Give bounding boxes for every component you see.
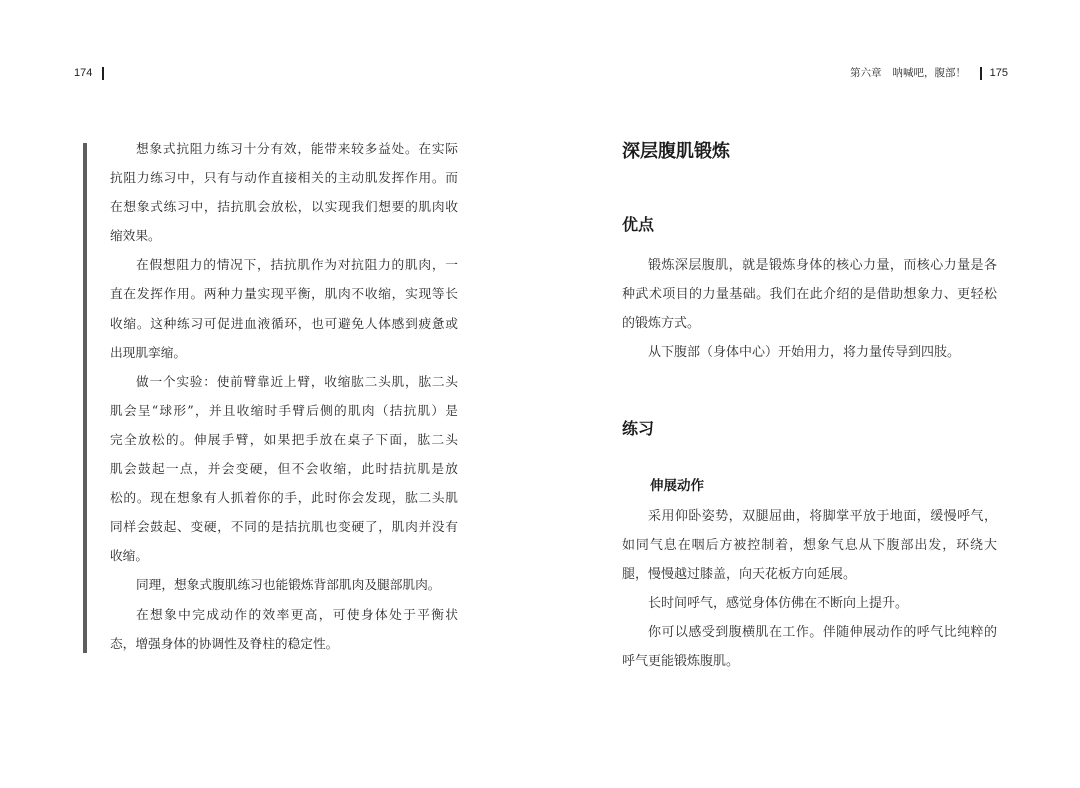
- paragraph: [110, 570, 458, 599]
- section-heading-practice: 练习: [622, 419, 655, 438]
- paragraph: [622, 338, 997, 367]
- paragraph-line: 的锻炼方式。: [622, 315, 701, 331]
- paragraph-line: 松的。现在想象有人抓着你的手，此时你会发现，肱二头肌: [110, 490, 458, 506]
- paragraph-line: 从下腹部（身体中心）开始用力，将力量传导到四肢。: [648, 344, 961, 360]
- paragraph-line: 长时间呼气，感觉身体仿佛在不断向上提升。: [648, 595, 909, 611]
- paragraph-line: 采用仰卧姿势，双腿屈曲，将脚掌平放于地面，缓慢呼气，: [648, 508, 997, 524]
- left-page-header: [74, 65, 104, 81]
- paragraph-line: 完全放松的。伸展手臂，如果把手放在桌子下面，肱二头: [110, 431, 458, 447]
- paragraph: [622, 618, 997, 676]
- paragraph-line: 在想象中完成动作的效率更高，可使身体处于平衡状: [136, 606, 458, 622]
- paragraph-line: 肌会鼓起一点，并会变硬，但不会收缩，此时拮抗肌是放: [110, 461, 458, 477]
- paragraph-line: 做一个实验：使前臂靠近上臂，收缩肱二头肌，肱二头: [136, 373, 458, 389]
- paragraph-line: 你可以感受到腹横肌在工作。伴随伸展动作的呼气比纯粹的: [648, 624, 997, 640]
- paragraph: [622, 502, 997, 589]
- paragraph-line: 收缩。这种练习可促进血液循环，也可避免人体感到疲惫或: [110, 315, 458, 331]
- paragraph-line: 同理，想象式腹肌练习也能锻炼背部肌肉及腿部肌肉。: [136, 577, 441, 593]
- paragraph: [622, 251, 997, 338]
- paragraph-line: 抗阻力练习中，只有与动作直接相关的主动肌发挥作用。而: [110, 170, 458, 186]
- paragraph: [110, 250, 458, 366]
- paragraph-line: 同样会鼓起、变硬，不同的是拮抗肌也变硬了，肌肉并没有: [110, 519, 458, 535]
- paragraph: [622, 589, 997, 618]
- chapter-title: 呐喊吧，腹部！: [892, 67, 967, 79]
- paragraph: [110, 600, 458, 658]
- paragraph-line: 直在发挥作用。两种力量实现平衡，肌肉不收缩，实现等长: [110, 286, 458, 302]
- header-divider: [102, 67, 104, 80]
- left-page-body: [110, 134, 458, 658]
- right-page-number: 175: [989, 67, 1008, 79]
- paragraph-line: 缩效果。: [110, 228, 161, 244]
- exercise-heading: 伸展动作: [650, 478, 704, 494]
- chapter-number: 第六章: [850, 67, 882, 79]
- header-divider: [980, 67, 982, 80]
- sidebar-accent-bar: [83, 143, 87, 653]
- paragraph-line: 种武术项目的力量基础。我们在此介绍的是借助想象力、更轻松: [622, 286, 997, 302]
- advantages-body: [622, 251, 997, 367]
- paragraph-line: 出现肌挛缩。: [110, 344, 187, 360]
- paragraph-line: 肌会呈“球形”，并且收缩时手臂后侧的肌肉（拮抗肌）是: [110, 402, 458, 418]
- paragraph-line: 收缩。: [110, 548, 149, 564]
- right-page-header: [850, 65, 1008, 81]
- paragraph-line: 想象式抗阻力练习十分有效，能带来较多益处。在实际: [136, 141, 458, 156]
- paragraph-line: 锻炼深层腹肌，就是锻炼身体的核心力量，而核心力量是各: [648, 257, 997, 273]
- paragraph-line: 在假想阻力的情况下，拮抗肌作为对抗阻力的肌肉，一: [136, 257, 458, 273]
- exercise-body: [622, 502, 997, 676]
- section-heading-advantages: 优点: [622, 215, 655, 234]
- page-title: 深层腹肌锻炼: [622, 141, 730, 162]
- paragraph-line: 态，增强身体的协调性及脊柱的稳定性。: [110, 635, 339, 651]
- paragraph-line: 如同气息在咽后方被控制着，想象气息从下腹部出发，环绕大: [622, 537, 997, 553]
- paragraph: [110, 367, 458, 571]
- left-page-number: 174: [74, 67, 93, 79]
- paragraph-line: 呼气更能锻炼腹肌。: [622, 653, 740, 669]
- paragraph: [110, 134, 458, 250]
- paragraph-line: 腿，慢慢越过膝盖，向天花板方向延展。: [622, 566, 857, 582]
- paragraph-line: 在想象式练习中，拮抗肌会放松，以实现我们想要的肌肉收: [110, 199, 458, 215]
